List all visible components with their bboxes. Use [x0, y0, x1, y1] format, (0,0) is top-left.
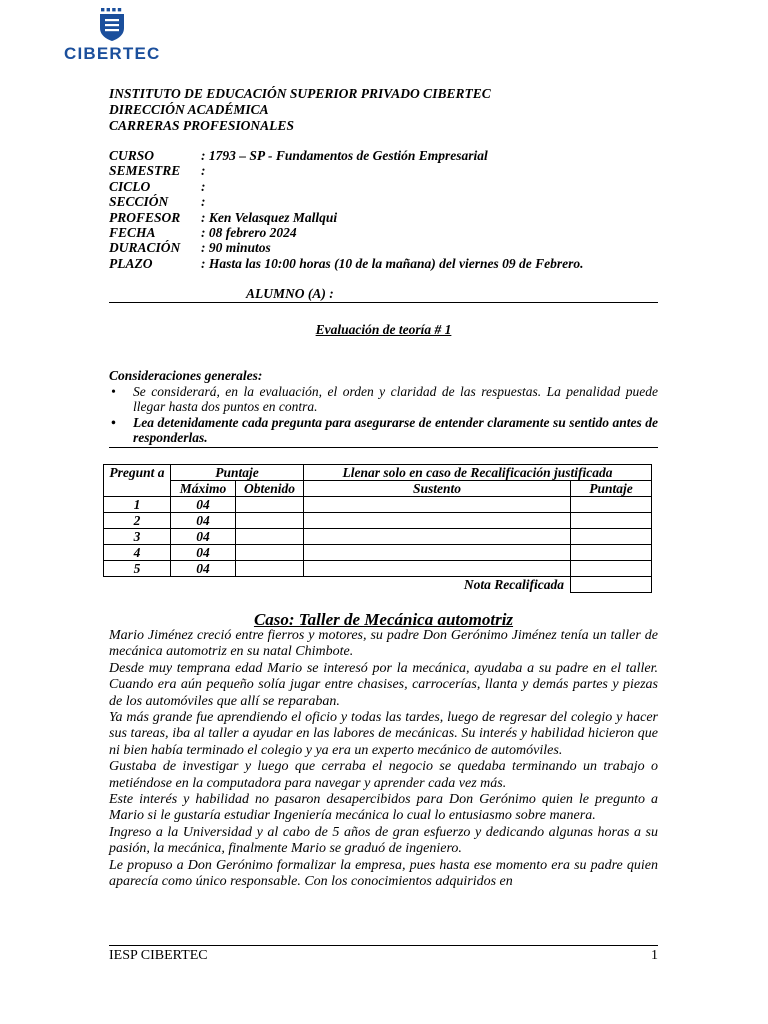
meta-value: : Ken Velasquez Mallqui [201, 209, 338, 225]
question-number: 5 [104, 561, 171, 577]
institution-line: INSTITUTO DE EDUCACIÓN SUPERIOR PRIVADO CIBERTEC [109, 86, 491, 101]
list-item [109, 384, 658, 415]
meta-key: SECCIÓN [109, 194, 169, 210]
table-row [104, 513, 652, 529]
case-paragraph: Este interés y habilidad no pasaron desapercibidos para Don Gerónimo quien le pregunto a Mario si le gustaría estudiar Ingeniería mecánica lo cual lo entusiasmo sobre manera. [109, 792, 658, 824]
recalif-score-cell [571, 497, 652, 513]
obtained-cell [236, 497, 304, 513]
meta-key: SEMESTRE [109, 163, 181, 179]
case-paragraph: Ya más grande fue aprendiendo el oficio y todas las tardes, luego de regresar del colegio y hacer sus tareas, iba al taller a ayudar en las labores de mecánicas. Su interés y habilidad hicieron que ni bien había terminado el colegio y ya era un experto mecánico de automóviles. [109, 710, 658, 758]
obtained-cell [236, 529, 304, 545]
meta-row-curso [109, 148, 584, 163]
meta-key: FECHA [109, 225, 156, 241]
case-body [109, 628, 658, 891]
institution-line: CARRERAS PROFESIONALES [109, 118, 294, 133]
meta-key: CICLO [109, 178, 151, 194]
recalif-score-cell [571, 513, 652, 529]
obtained-cell [236, 561, 304, 577]
meta-value: : Hasta las 10:00 horas (10 de la mañana) del viernes 09 de Febrero. [201, 255, 584, 271]
meta-row-seccion [109, 194, 584, 209]
max-score: 04 [171, 529, 236, 545]
logo-text: CIBERTEC [64, 44, 161, 63]
recalif-score-cell [571, 529, 652, 545]
considerations-list [109, 384, 658, 446]
case-paragraph: Le propuso a Don Gerónimo formalizar la empresa, pues hasta ese momento era su padre quien aparecía como único responsable. Con los conocimientos adquiridos en [109, 857, 658, 890]
table-header-row [104, 465, 652, 481]
nota-recalificada-cell [571, 577, 652, 593]
header-maximo: Máximo [171, 481, 236, 497]
meta-value: : [201, 194, 206, 210]
institution-line: DIRECCIÓN ACADÉMICA [109, 102, 269, 117]
recalif-score-cell [571, 545, 652, 561]
sustento-cell [304, 497, 571, 513]
header-obtenido: Obtenido [236, 481, 304, 497]
case-paragraph: Desde muy temprana edad Mario se interesó por la mecánica, ayudaba a su padre en el taller. Cuando era aún pequeño solía jugar entre chasises, carrocerías, llanta y demás partes y piezas de los automóviles que allí se reparaban. [109, 660, 658, 709]
footer-divider [109, 945, 658, 946]
table-row [104, 497, 652, 513]
meta-key: PLAZO [109, 255, 153, 271]
cibertec-logo [64, 8, 160, 64]
meta-value: : [201, 163, 206, 179]
footer-label: IESP CIBERTEC [109, 948, 208, 963]
table-subheader-row [104, 481, 652, 497]
case-paragraph: Mario Jiménez creció entre fierros y motores, su padre Don Gerónimo Jiménez tenía un taller de mecánica automotriz en su natal Chimbote. [109, 628, 658, 660]
consideration-text: Lea detenidamente cada pregunta para asegurarse de entender claramente su sentido antes de responderlas. [133, 414, 658, 445]
shield-icon [97, 8, 127, 42]
page-number: 1 [651, 948, 658, 963]
header-puntaje-recalif: Puntaje [571, 481, 652, 497]
meta-key: PROFESOR [109, 209, 181, 225]
max-score: 04 [171, 561, 236, 577]
obtained-cell [236, 513, 304, 529]
bullet-icon: • [111, 414, 116, 430]
sustento-cell [304, 561, 571, 577]
case-paragraph: Gustaba de investigar y luego que cerraba el negocio se quedaba terminando un trabajo o metiéndose en la computadora para navegar y aprender cada vez más. [109, 759, 658, 791]
meta-row-semestre [109, 163, 584, 178]
meta-key: DURACIÓN [109, 240, 181, 256]
page-footer [109, 948, 658, 964]
meta-row-fecha [109, 225, 584, 240]
meta-value: : 90 minutos [201, 240, 271, 256]
meta-key: CURSO [109, 148, 155, 163]
sustento-cell [304, 545, 571, 561]
max-score: 04 [171, 545, 236, 561]
nota-recalificada-row [104, 577, 652, 593]
question-number: 1 [104, 497, 171, 513]
meta-row-ciclo [109, 179, 584, 194]
consideration-text: Se considerará, en la evaluación, el orden y claridad de las respuestas. La penalidad puede llegar hasta dos puntos en contra. [133, 383, 658, 414]
question-number: 2 [104, 513, 171, 529]
institution-header [109, 86, 491, 134]
recalif-score-cell [571, 561, 652, 577]
sustento-cell [304, 513, 571, 529]
student-name-field [109, 286, 658, 303]
meta-row-duracion [109, 240, 584, 255]
header-sustento: Sustento [304, 481, 571, 497]
header-recalificacion: Llenar solo en caso de Recalificación justificada [304, 465, 652, 481]
considerations [109, 368, 658, 446]
list-item [109, 415, 658, 446]
question-number: 4 [104, 545, 171, 561]
table-row [104, 545, 652, 561]
header-pregunta: Pregunt a [104, 465, 171, 497]
grade-table [103, 464, 652, 593]
meta-row-plazo [109, 256, 584, 271]
meta-value: : 08 febrero 2024 [201, 225, 297, 241]
case-paragraph: Ingreso a la Universidad y al cabo de 5 años de gran esfuerzo y dedicando algunas horas a su pasión, la mecánica, finalmente Mario se graduó de ingeniero. [109, 824, 658, 857]
table-row [104, 561, 652, 577]
table-row [104, 529, 652, 545]
obtained-cell [236, 545, 304, 561]
evaluation-title: Evaluación de teoría # 1 [315, 322, 452, 337]
bullet-icon: • [111, 383, 116, 399]
student-label: ALUMNO (A) : [246, 286, 334, 301]
case-title: Caso: Taller de Mecánica automotriz [253, 610, 514, 629]
header-puntaje: Puntaje [171, 465, 304, 481]
max-score: 04 [171, 497, 236, 513]
meta-value: : [201, 178, 206, 194]
nota-recalificada-label: Nota Recalificada [463, 576, 564, 592]
sustento-cell [304, 529, 571, 545]
considerations-heading: Consideraciones generales: [109, 368, 263, 383]
course-info [109, 148, 584, 271]
meta-value: : 1793 – SP - Fundamentos de Gestión Empresarial [201, 148, 488, 163]
divider [109, 447, 658, 448]
max-score: 04 [171, 513, 236, 529]
question-number: 3 [104, 529, 171, 545]
meta-row-profesor [109, 210, 584, 225]
